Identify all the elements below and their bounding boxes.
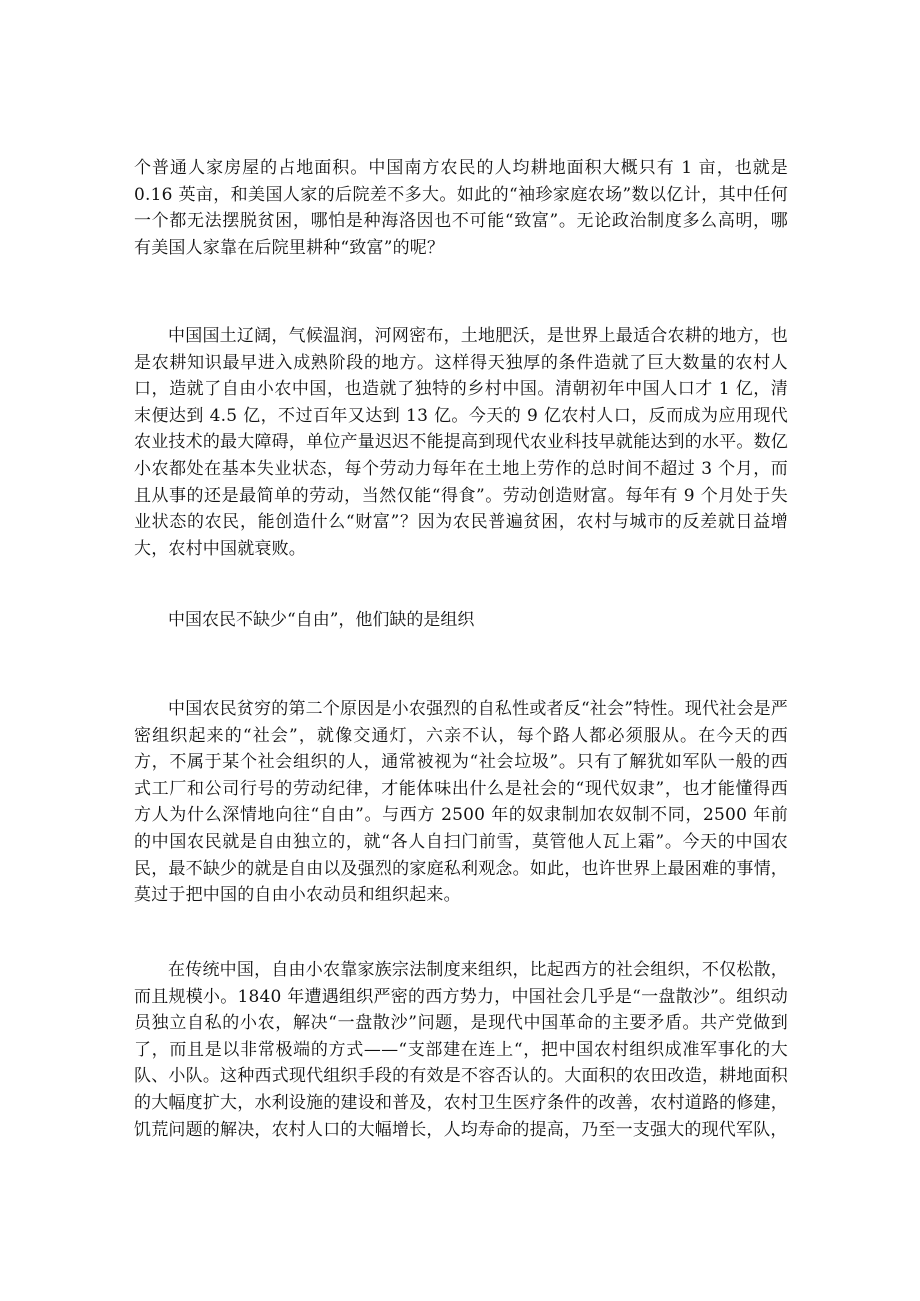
paragraph-farmland-area: 个普通人家房屋的占地面积。中国南方农民的人均耕地面积大概只有 1 亩，也就是 0.16 英亩，和美国人家的后院差不多大。如此的“袖珍家庭农场”数以亿计，其中任何一个都无法摆脱贫困，哪怕是种海洛因也不可能“致富”。无论政治制度多么高明，哪有美国人家靠在后院里耕种“致富”的呢？: [134, 158, 788, 258]
paragraph-rural-population: 中国国土辽阔，气候温润，河网密布，土地肥沃，是世界上最适合农耕的地方，也是农耕知识最早进入成熟阶段的地方。这样得天独厚的条件造就了巨大数量的农村人口，造就了自由小农中国，也造就了独特的乡村中国。清朝初年中国人口才 1 亿，清末便达到 4.5 亿，不过百年又达到 13 亿。今天的 9 亿农村人口，反而成为应用现代农业技术的最大障碍，单位产量迟迟不能提高到现代农业科技早就能达到的水平。数亿小农都处在基本失业状态，每个劳动力每年在土地上劳作的总时间不超过 3 个月，而且从事的还是最简单的劳动，当然仅能“得食”。劳动创造财富。每年有 9 个月处于失业状态的农民，能创造什么“财富”？因为农民普遍贫困，农村与城市的反差就日益增大，农村中国就衰败。: [134, 326, 788, 559]
section-heading: 中国农民不缺少“自由”，他们缺的是组织: [168, 610, 475, 630]
paragraph-peasant-individualism: 中国农民贫穷的第二个原因是小农强烈的自私性或者反“社会”特性。现代社会是严密组织起来的“社会”，就像交通灯，六亲不认，每个路人都必须服从。在今天的西方，不属于某个社会组织的人，通常被视为“社会垃圾”。只有了解犹如军队一般的西式工厂和公司行号的劳动纪律，才能体味出什么是社会的“现代奴隶”，也才能懂得西方人为什么深情地向往“自由”。与西方 2500 年的奴隶制加农奴制不同，2500 年前的中国农民就是自由独立的，就“各人自扫门前雪，莫管他人瓦上霜”。今天的中国农民，最不缺少的就是自由以及强烈的家庭私利观念。如此，也许世界上最困难的事情，莫过于把中国的自由小农动员和组织起来。: [134, 699, 788, 906]
paragraph-traditional-organization: 在传统中国，自由小农靠家族宗法制度来组织，比起西方的社会组织，不仅松散，而且规模小。1840 年遭遇组织严密的西方势力，中国社会几乎是“一盘散沙”。组织动员独立自私的小农，解决“一盘散沙”问题，是现代中国革命的主要矛盾。共产党做到了，而且是以非常极端的方式——“支部建在连上“，把中国农村组织成准军事化的大队、小队。这种西式现代组织手段的有效是不容否认的。大面积的农田改造，耕地面积的大幅度扩大，水利设施的建设和普及，农村卫生医疗条件的改善，农村道路的修建，饥荒问题的解决，农村人口的大幅增长，人均寿命的提高，乃至一支强大的现代军队，: [134, 960, 788, 1140]
